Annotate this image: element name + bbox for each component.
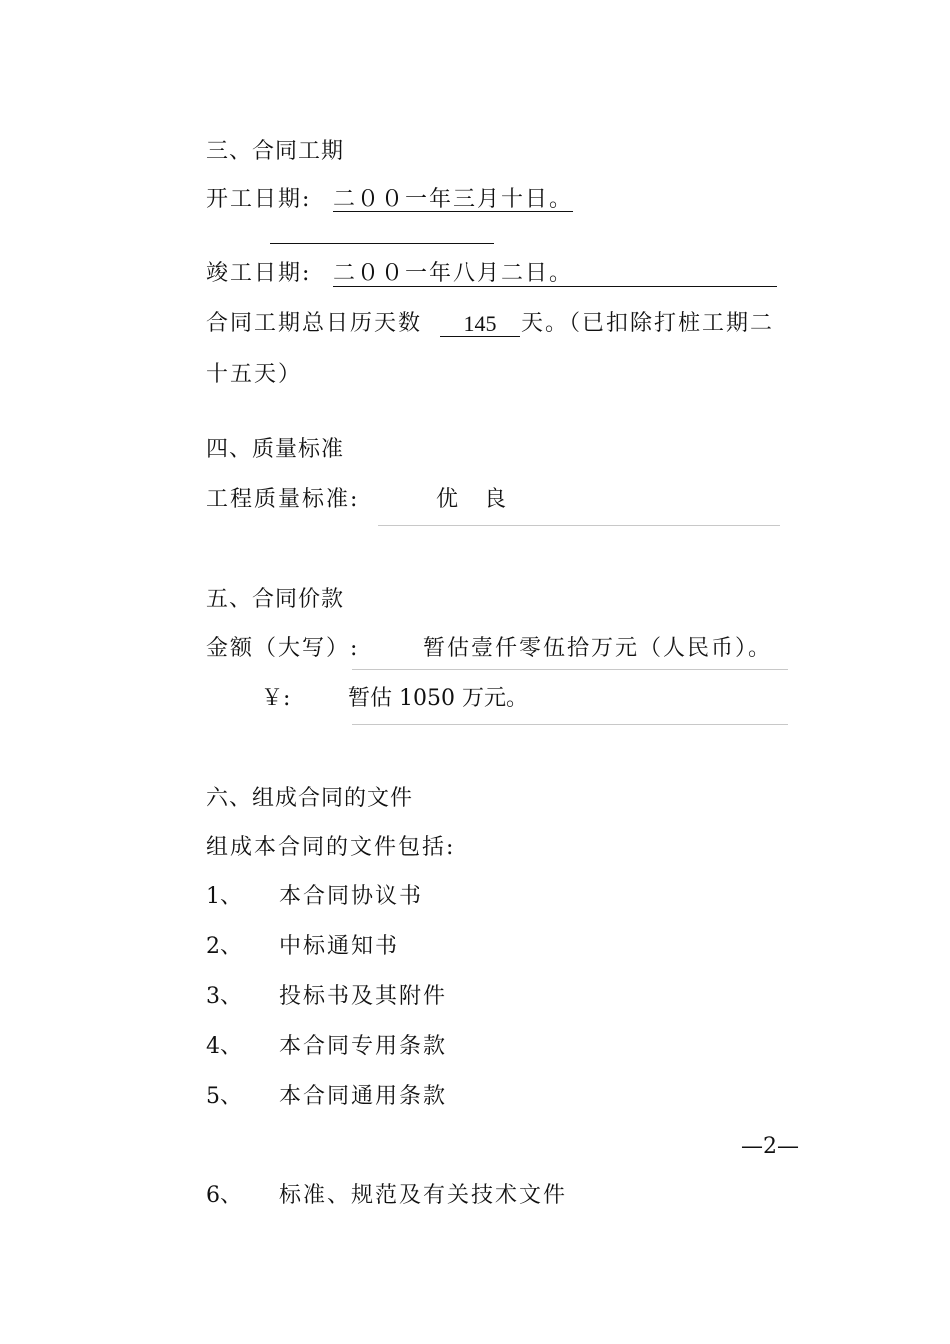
total-days-prefix: 合同工期总日历天数 — [206, 311, 423, 336]
total-days-underline — [440, 336, 520, 337]
blank-underline — [270, 243, 494, 244]
list-item: 中标通知书 — [279, 934, 400, 959]
quality-label: 工程质量标准: — [206, 487, 360, 512]
section-3-heading: 三、合同工期 — [206, 139, 345, 164]
page-number: —2— — [741, 1134, 799, 1159]
list-item-number: 2、 — [206, 934, 242, 959]
amount-label: 金额（大写）: — [206, 636, 360, 661]
end-date-label: 竣工日期: — [206, 261, 312, 286]
yen-field-line — [352, 724, 788, 725]
list-item-number: 6、 — [206, 1183, 242, 1208]
list-item-number: 1、 — [206, 884, 242, 909]
start-date-underline — [333, 211, 573, 212]
section-6-heading: 六、组成合同的文件 — [206, 786, 414, 811]
total-days-continuation: 十五天） — [206, 362, 303, 387]
section-5-heading: 五、合同价款 — [206, 587, 345, 612]
yen-label: ￥: — [261, 686, 291, 711]
list-item: 本合同专用条款 — [279, 1034, 448, 1059]
list-item-number: 5、 — [206, 1084, 242, 1109]
end-date-value: 二００一年八月二日。 — [333, 261, 574, 286]
list-item: 投标书及其附件 — [279, 984, 448, 1009]
amount-value: 暂估壹仟零伍拾万元（人民币）。 — [423, 636, 773, 661]
documents-intro: 组成本合同的文件包括: — [206, 835, 456, 860]
quality-field-line — [378, 525, 780, 526]
list-item: 本合同通用条款 — [279, 1084, 448, 1109]
total-days-suffix: 天。（已扣除打桩工期二 — [521, 311, 775, 336]
start-date-label: 开工日期: — [206, 187, 312, 212]
list-item: 本合同协议书 — [279, 884, 424, 909]
list-item: 标准、规范及有关技术文件 — [279, 1183, 568, 1208]
start-date-value: 二００一年三月十日。 — [333, 187, 574, 212]
list-item-number: 4、 — [206, 1034, 242, 1059]
total-days-value: 145 — [463, 311, 497, 336]
section-4-heading: 四、质量标准 — [206, 437, 345, 462]
end-date-underline — [333, 286, 777, 287]
quality-value: 优 良 — [436, 487, 509, 512]
yen-value: 暂估 1050 万元。 — [348, 686, 528, 711]
list-item-number: 3、 — [206, 984, 242, 1009]
amount-field-line — [352, 669, 788, 670]
